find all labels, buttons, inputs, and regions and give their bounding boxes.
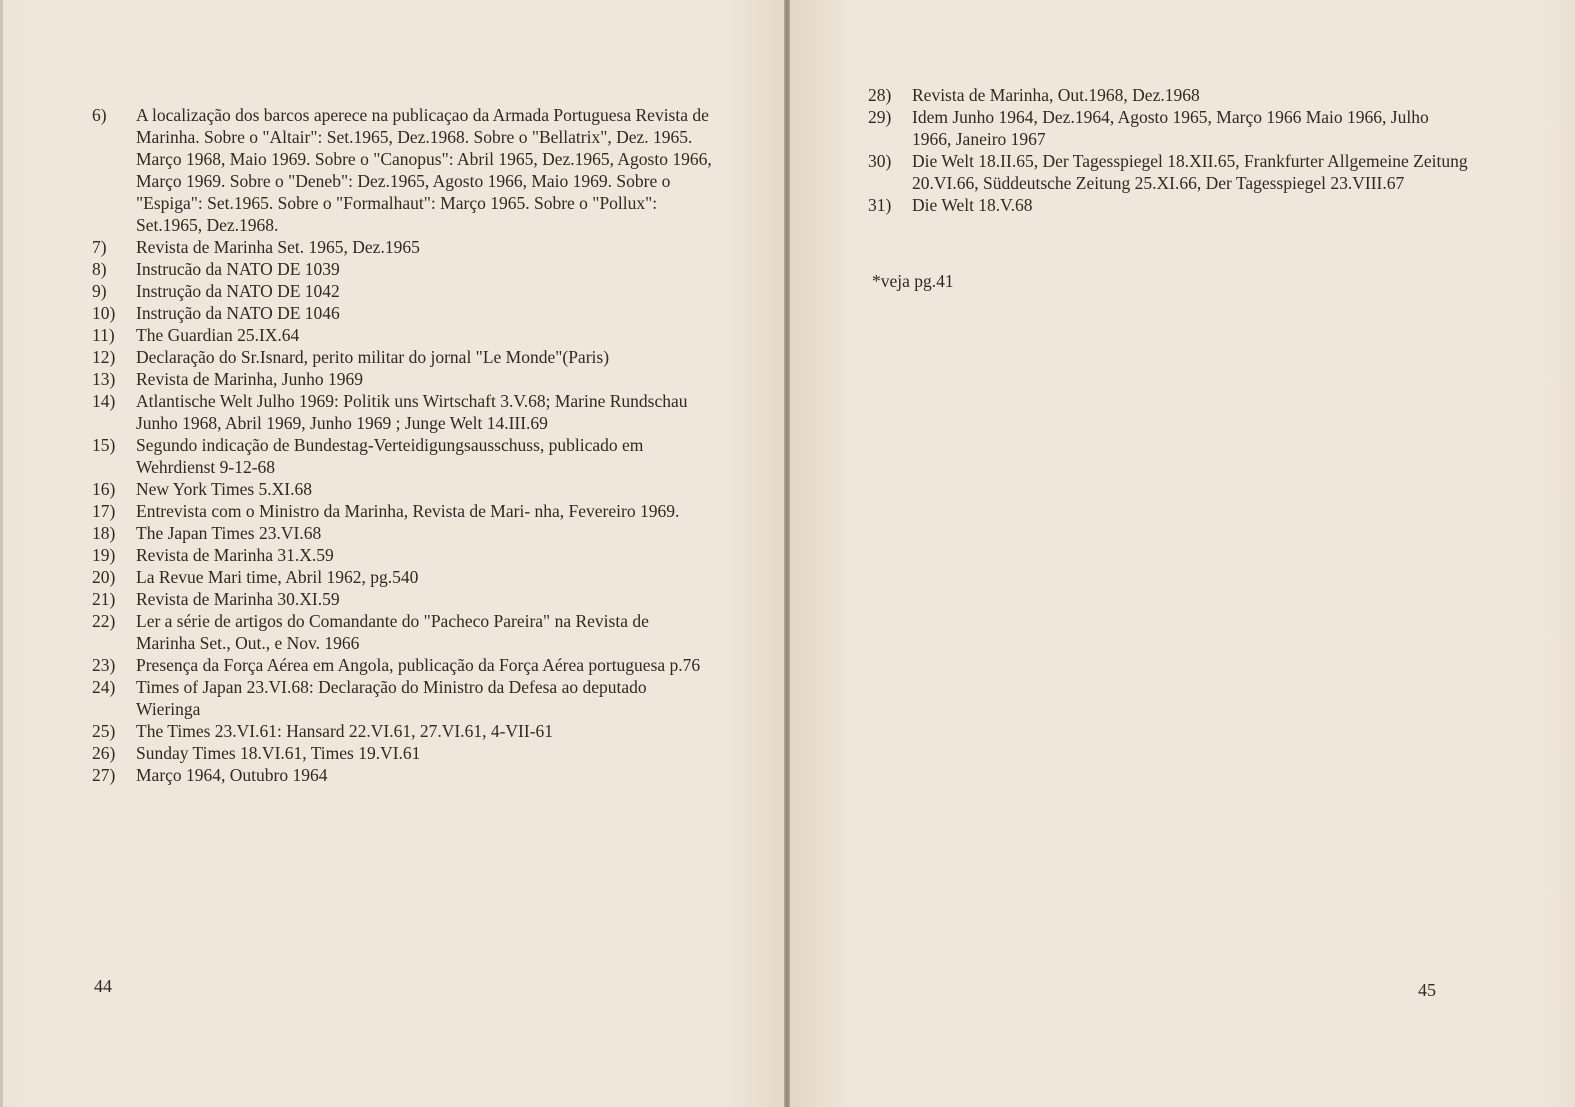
endnote-number: 21) [92,589,116,609]
endnote-item [92,368,712,390]
endnote-text: Março 1964, Outubro 1964 [136,765,328,785]
endnote-number: 25) [92,721,116,741]
left-notes-list [92,104,712,786]
endnote-number: 8) [92,259,107,279]
endnote-text: Die Welt 18.II.65, Der Tagesspiegel 18.XII.65, Frankfurter Allgemeine Zeitung 20.VI.66, Süddeutsche Zeitung 25.XI.66, Der Tagesspiegel 23.VIII.67 [912,151,1468,193]
endnote-number: 6) [92,105,107,125]
endnote-item [92,522,712,544]
endnote-number: 30) [868,151,892,171]
endnote-text: Atlantische Welt Julho 1969: Politik uns Wirtschaft 3.V.68; Marine Rundschau Junho 1968, Abril 1969, Junho 1969 ; Junge Welt 14.III.69 [136,391,688,433]
endnote-text: Ler a série de artigos do Comandante do "Pacheco Pareira" na Revista de Marinha Set., Out., e Nov. 1966 [136,611,649,653]
endnote-item [868,150,1468,194]
endnote-text: Die Welt 18.V.68 [912,195,1033,215]
endnote-text: La Revue Mari time, Abril 1962, pg.540 [136,567,419,587]
endnote-number: 13) [92,369,116,389]
endnote-number: 15) [92,435,116,455]
right-page [790,0,1575,1107]
endnote-item [92,610,712,654]
endnote-number: 27) [92,765,116,785]
endnote-text: New York Times 5.XI.68 [136,479,313,499]
endnote-text: Declaração do Sr.Isnard, perito militar do jornal "Le Monde"(Paris) [136,347,610,367]
endnote-number: 16) [92,479,116,499]
endnote-text: The Japan Times 23.VI.68 [136,523,322,543]
endnote-text: Presença da Força Aérea em Angola, publicação da Força Aérea portuguesa p.76 [136,655,701,675]
endnote-text: Entrevista com o Ministro da Marinha, Revista de Mari- nha, Fevereiro 1969. [136,501,680,521]
right-notes-list [868,84,1468,216]
endnote-text: Revista de Marinha Set. 1965, Dez.1965 [136,237,420,257]
endnote-text: The Times 23.VI.61: Hansard 22.VI.61, 27.VI.61, 4-VII-61 [136,721,554,741]
endnote-item [92,544,712,566]
endnote-text: Instrução da NATO DE 1042 [136,281,340,301]
endnote-item [868,84,1468,106]
endnote-number: 10) [92,303,116,323]
endnote-text: Segundo indicação de Bundestag-Verteidigungsausschuss, publicado em Wehrdienst 9-12-68 [136,435,644,477]
endnote-item [92,280,712,302]
endnote-text: Times of Japan 23.VI.68: Declaração do Ministro da Defesa ao deputado Wieringa [136,677,647,719]
endnote-text: Instrução da NATO DE 1046 [136,303,340,323]
endnote-text: The Guardian 25.IX.64 [136,325,300,345]
endnote-number: 11) [92,325,115,345]
endnote-item [92,236,712,258]
endnote-item [92,654,712,676]
endnote-item [92,742,712,764]
page-edge [0,0,3,1107]
endnote-number: 17) [92,501,116,521]
endnote-item [92,324,712,346]
endnote-item [92,588,712,610]
endnote-item [92,676,712,720]
endnote-number: 24) [92,677,116,697]
endnote-number: 9) [92,281,107,301]
endnote-number: 7) [92,237,107,257]
endnote-number: 26) [92,743,116,763]
endnote-item [92,566,712,588]
endnote-item [92,104,712,236]
endnote-text: Revista de Marinha, Out.1968, Dez.1968 [912,85,1200,105]
endnote-item [92,764,712,786]
endnote-item [92,500,712,522]
page-number-right: 45 [1418,980,1436,1000]
endnote-number: 29) [868,107,892,127]
footnote-reference: *veja pg.41 [872,271,954,291]
endnote-item [868,106,1468,150]
endnote-item [92,720,712,742]
endnote-number: 18) [92,523,116,543]
endnote-number: 14) [92,391,116,411]
left-page [0,0,786,1107]
endnote-item [92,258,712,280]
endnote-text: Sunday Times 18.VI.61, Times 19.VI.61 [136,743,421,763]
endnote-text: Revista de Marinha 30.XI.59 [136,589,340,609]
endnote-item [92,478,712,500]
endnote-item [92,434,712,478]
endnote-number: 28) [868,85,892,105]
endnote-number: 20) [92,567,116,587]
endnote-number: 23) [92,655,116,675]
endnote-number: 22) [92,611,116,631]
endnote-text: Idem Junho 1964, Dez.1964, Agosto 1965, Março 1966 Maio 1966, Julho 1966, Janeiro 1967 [912,107,1429,149]
endnote-text: Revista de Marinha 31.X.59 [136,545,334,565]
endnote-text: Revista de Marinha, Junho 1969 [136,369,363,389]
page-number-left: 44 [94,976,112,996]
endnote-number: 19) [92,545,116,565]
endnote-text: A localização dos barcos aperece na publicaçao da Armada Portuguesa Revista de Marinha. Sobre o "Altair": Set.1965, Dez.1968. Sobre o "Bellatrix", Dez. 1965. Março 1968, Maio 1969. Sobre o "Canopus": Abril 1965, Dez.1965, Agosto 1966, Março 1969. Sobre o "Deneb": Dez.1965, Agosto 1966, Maio 1969. Sobre o "Espiga": Set.1965. Sobre o "Formalhaut": Março 1965. Sobre o "Pollux": Set.1965, Dez.1968. [136,105,712,235]
endnote-item [92,302,712,324]
endnote-number: 31) [868,195,892,215]
endnote-number: 12) [92,347,116,367]
endnote-text: Instrucão da NATO DE 1039 [136,259,340,279]
endnote-item [868,194,1468,216]
endnote-item [92,390,712,434]
endnote-item [92,346,712,368]
